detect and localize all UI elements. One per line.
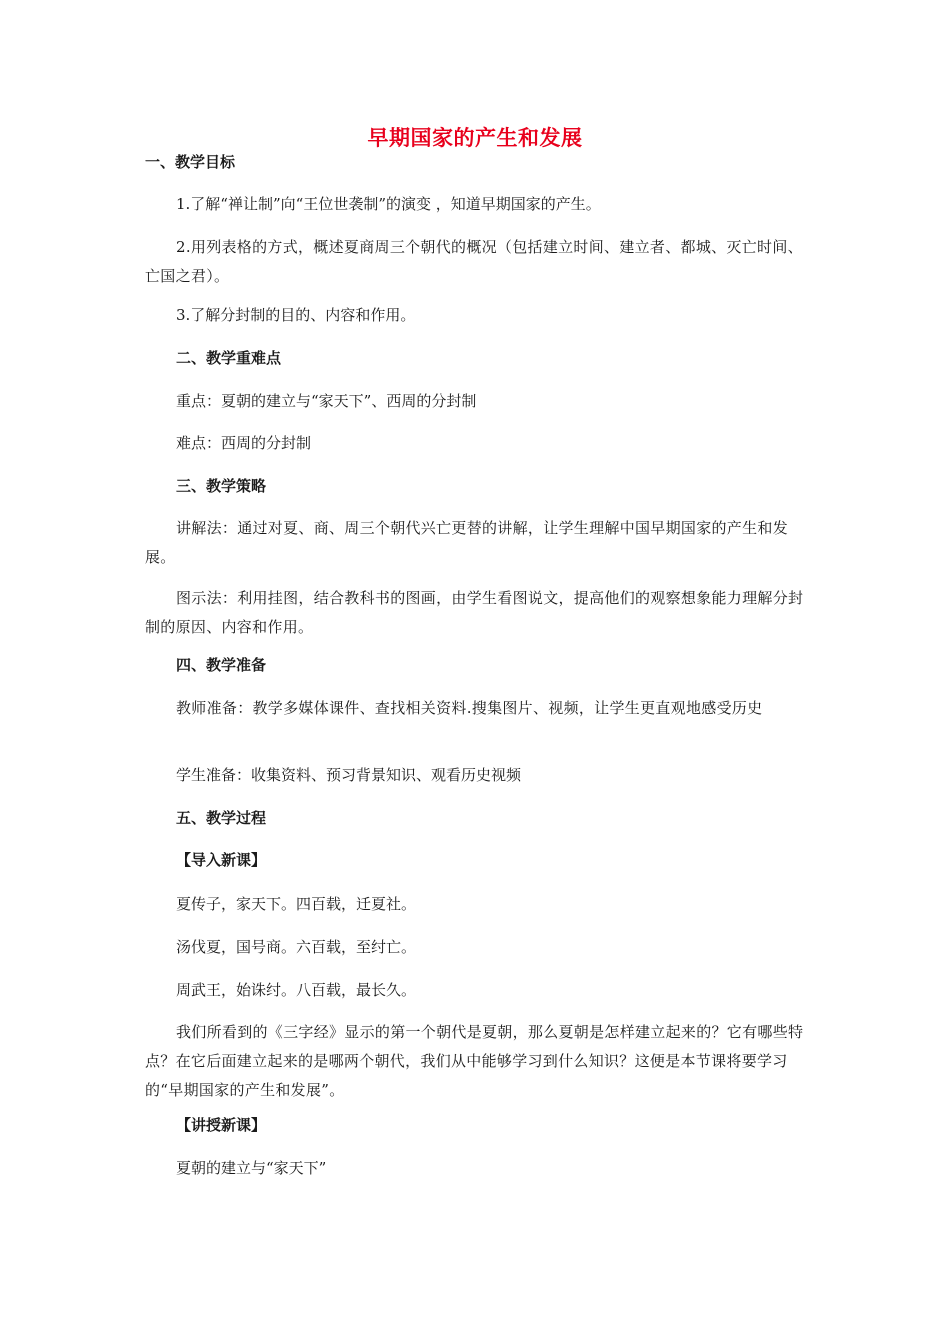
key-point-text: 重点：夏朝的建立与“家天下”、西周的分封制 bbox=[176, 392, 477, 410]
section-heading-preparation: 四、教学准备 bbox=[176, 656, 267, 674]
verse-line-2: 汤伐夏，国号商。六百载，至纣亡。 bbox=[176, 938, 417, 956]
goal-item-1: 1.了解“禅让制”向“王位世袭制”的演变 ，知道早期国家的产生。 bbox=[176, 195, 601, 213]
strategy-diagram-paragraph: 图示法：利用挂图，结合教科书的图画，由学生看图说文，提高他们的观察想象能力理解分封制的原因、内容和作用。 bbox=[145, 589, 804, 636]
verse-line-1: 夏传子，家天下。四百载，迁夏社。 bbox=[176, 895, 417, 913]
teacher-preparation-paragraph: 教师准备：教学多媒体课件、查找相关资料.搜集图片、视频，让学生更直观地感受历史 bbox=[176, 699, 763, 717]
intro-subheading: 【导入新课】 bbox=[176, 851, 267, 869]
goal-item-3: 3.了解分封制的目的、内容和作用。 bbox=[176, 306, 416, 324]
student-preparation-text: 学生准备：收集资料、预习背景知识、观看历史视频 bbox=[176, 766, 522, 784]
section-heading-strategy: 三、教学策略 bbox=[176, 477, 267, 495]
goal-item-2: 2.用列表格的方式，概述夏商周三个朝代的概况（包括建立时间、建立者、都城、灭亡时间、亡国之君）。 bbox=[145, 238, 803, 285]
lecture-first-topic: 夏朝的建立与“家天下” bbox=[176, 1159, 327, 1177]
strategy-explain-paragraph: 讲解法：通过对夏、商、周三个朝代兴亡更替的讲解，让学生理解中国早期国家的产生和发展。 bbox=[145, 519, 789, 566]
verse-line-3: 周武王，始诛纣。八百载，最长久。 bbox=[176, 981, 417, 999]
section-heading-goals: 一、教学目标 bbox=[145, 153, 236, 171]
difficult-point-text: 难点：西周的分封制 bbox=[176, 434, 312, 452]
section-heading-key-points: 二、教学重难点 bbox=[176, 349, 282, 367]
document-title: 早期国家的产生和发展 bbox=[367, 126, 583, 150]
lecture-subheading: 【讲授新课】 bbox=[176, 1116, 267, 1134]
section-heading-process: 五、教学过程 bbox=[176, 809, 267, 827]
intro-paragraph: 我们所看到的《三字经》显示的第一个朝代是夏朝，那么夏朝是怎样建立起来的？它有哪些特点？在它后面建立起来的是哪两个朝代，我们从中能够学习到什么知识？这便是本节课将要学习的“早期国家的产生和发展”。 bbox=[145, 1023, 804, 1099]
